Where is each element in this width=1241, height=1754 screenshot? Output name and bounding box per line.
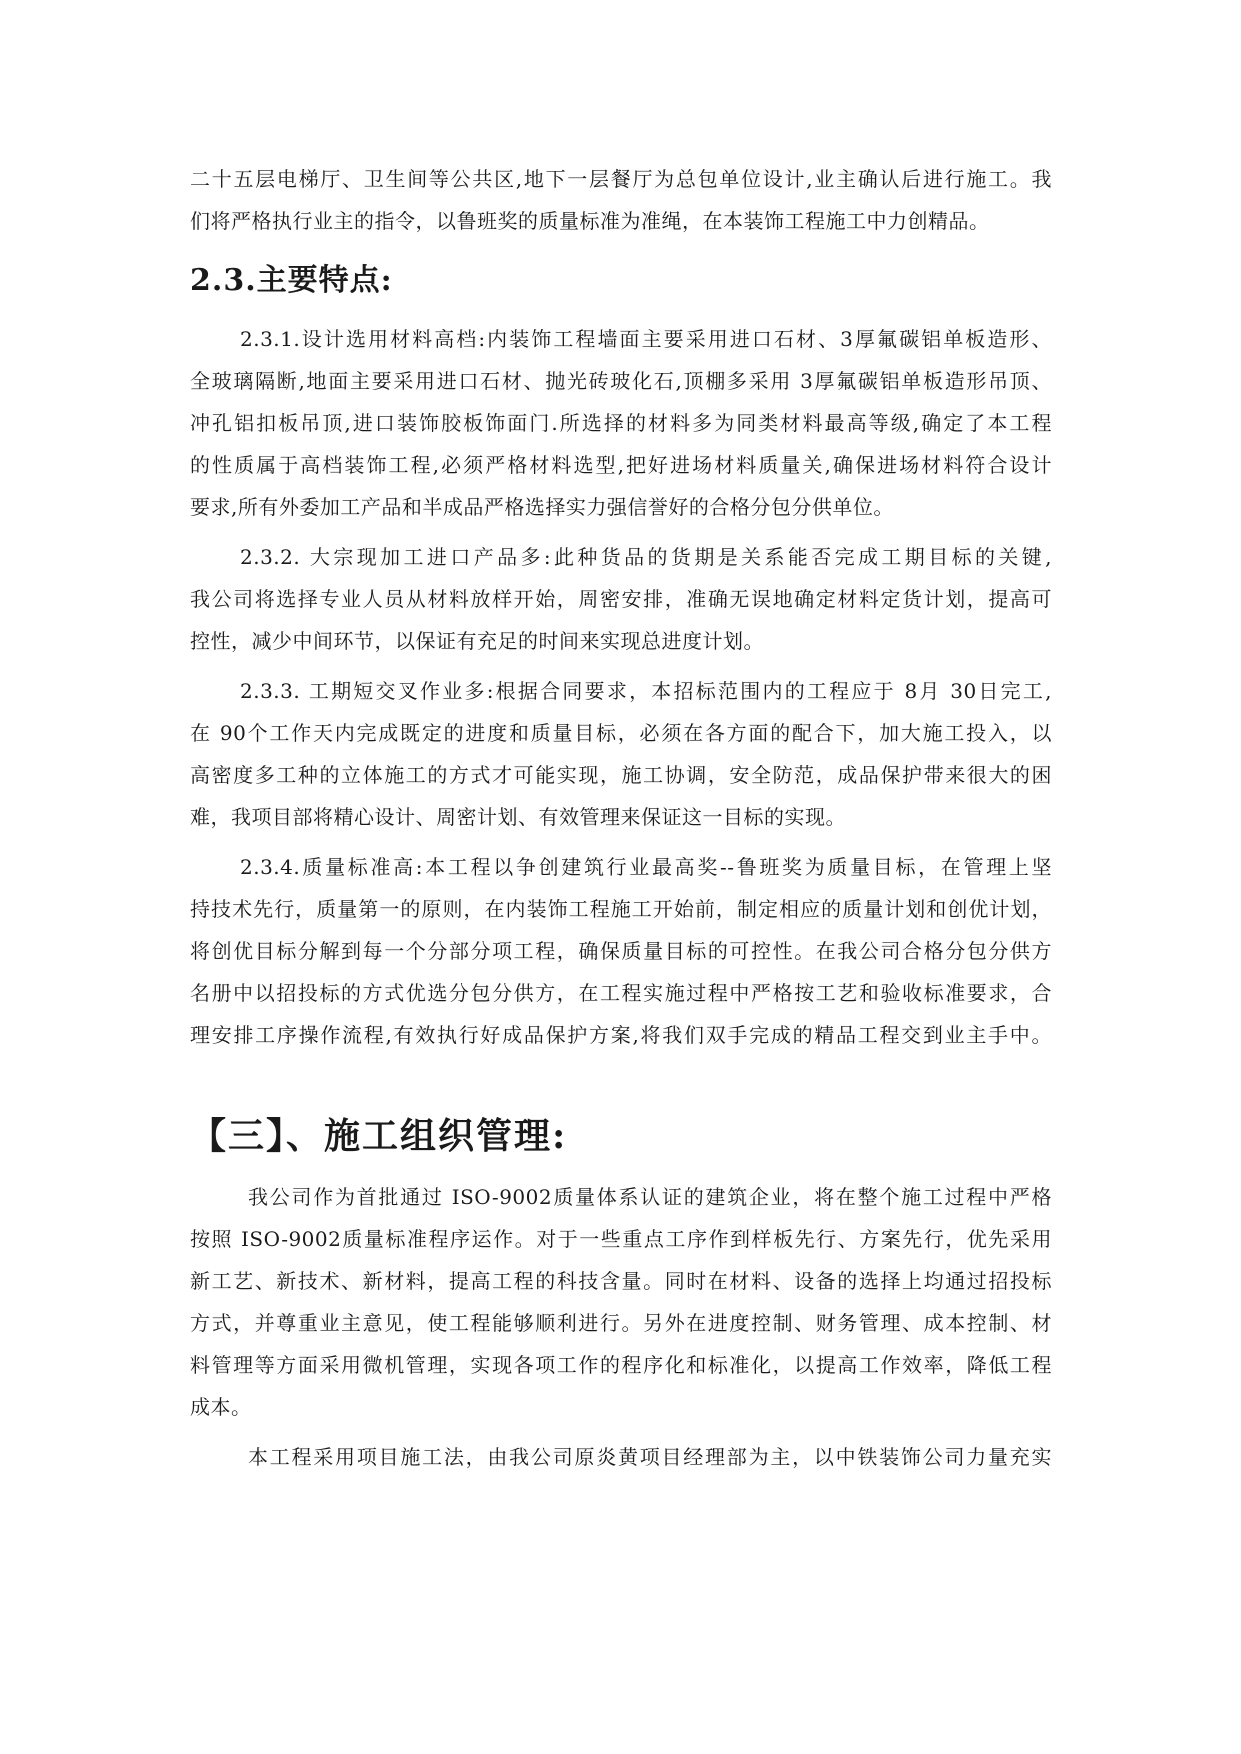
text-line: 成本。 [190, 1395, 252, 1419]
text-line: 2.3.3. 工期短交叉作业多:根据合同要求，本招标范围内的工程应于 8月 30日完工, [240, 679, 1052, 703]
text-line: 我公司作为首批通过 ISO-9002质量体系认证的建筑企业，将在整个施工过程中严格 [248, 1185, 1052, 1209]
text-line: 名册中以招投标的方式优选分包分供方，在工程实施过程中严格按工艺和验收标准要求，合 [190, 981, 1052, 1005]
text-line: 我公司将选择专业人员从材料放样开始，周密安排，准确无误地确定材料定货计划，提高可 [190, 587, 1052, 611]
paragraph-2-3-2 [190, 536, 1052, 662]
text-line: 二十五层电梯厅、卫生间等公共区,地下一层餐厅为总包单位设计,业主确认后进行施工。我 [190, 167, 1052, 191]
text-line: 全玻璃隔断,地面主要采用进口石材、抛光砖玻化石,顶棚多采用 3厚氟碳铝单板造形吊顶、 [190, 369, 1052, 393]
text-line: 们将严格执行业主的指令，以鲁班奖的质量标准为准绳，在本装饰工程施工中力创精品。 [190, 209, 990, 233]
text-line: 2.3.1.设计选用材料高档:内装饰工程墙面主要采用进口石材、3厚氟碳铝单板造形、 [240, 327, 1052, 351]
text-line: 冲孔铝扣板吊顶,进口装饰胶板饰面门.所选择的材料多为同类材料最高等级,确定了本工程 [190, 411, 1052, 435]
text-line: 持技术先行，质量第一的原则，在内装饰工程施工开始前，制定相应的质量计划和创优计划， [190, 897, 1052, 921]
section-heading-2-3: 2.3.主要特点: [190, 263, 393, 298]
text-line: 料管理等方面采用微机管理，实现各项工作的程序化和标准化，以提高工作效率，降低工程 [190, 1353, 1052, 1377]
paragraph-3-1 [190, 1176, 1052, 1428]
text-line: 理安排工序操作流程,有效执行好成品保护方案,将我们双手完成的精品工程交到业主手中。 [190, 1023, 1052, 1047]
section-heading-3: 【三】、施工组织管理: [190, 1115, 568, 1157]
paragraph-2-3-4 [190, 846, 1052, 1056]
text-line: 将创优目标分解到每一个分部分项工程，确保质量目标的可控性。在我公司合格分包分供方 [190, 939, 1052, 963]
text-line: 难，我项目部将精心设计、周密计划、有效管理来保证这一目标的实现。 [190, 805, 846, 829]
text-line: 控性，减少中间环节，以保证有充足的时间来实现总进度计划。 [190, 629, 764, 653]
text-line: 本工程采用项目施工法，由我公司原炎黄项目经理部为主，以中铁装饰公司力量充实 [248, 1445, 1052, 1469]
text-line: 新工艺、新技术、新材料，提高工程的科技含量。同时在材料、设备的选择上均通过招投标 [190, 1269, 1052, 1293]
text-line: 高密度多工种的立体施工的方式才可能实现，施工协调，安全防范，成品保护带来很大的困 [190, 763, 1052, 787]
text-line: 在 90个工作天内完成既定的进度和质量目标，必须在各方面的配合下，加大施工投入，以 [190, 721, 1052, 745]
text-line: 要求,所有外委加工产品和半成品严格选择实力强信誉好的合格分包分供单位。 [190, 495, 894, 519]
text-line: 2.3.4.质量标准高:本工程以争创建筑行业最高奖--鲁班奖为质量目标，在管理上坚 [240, 855, 1052, 879]
intro-paragraph [190, 158, 1052, 242]
text-line: 方式，并尊重业主意见，使工程能够顺利进行。另外在进度控制、财务管理、成本控制、材 [190, 1311, 1052, 1335]
document-body [190, 158, 1052, 1478]
paragraph-2-3-3 [190, 670, 1052, 838]
paragraph-2-3-1 [190, 318, 1052, 528]
text-line: 2.3.2. 大宗现加工进口产品多:此种货品的货期是关系能否完成工期目标的关键, [240, 545, 1052, 569]
text-line: 的性质属于高档装饰工程,必须严格材料选型,把好进场材料质量关,确保进场材料符合设计 [190, 453, 1052, 477]
text-line: 按照 ISO-9002质量标准程序运作。对于一些重点工序作到样板先行、方案先行，优先采用 [190, 1227, 1052, 1251]
paragraph-3-2 [190, 1436, 1052, 1478]
